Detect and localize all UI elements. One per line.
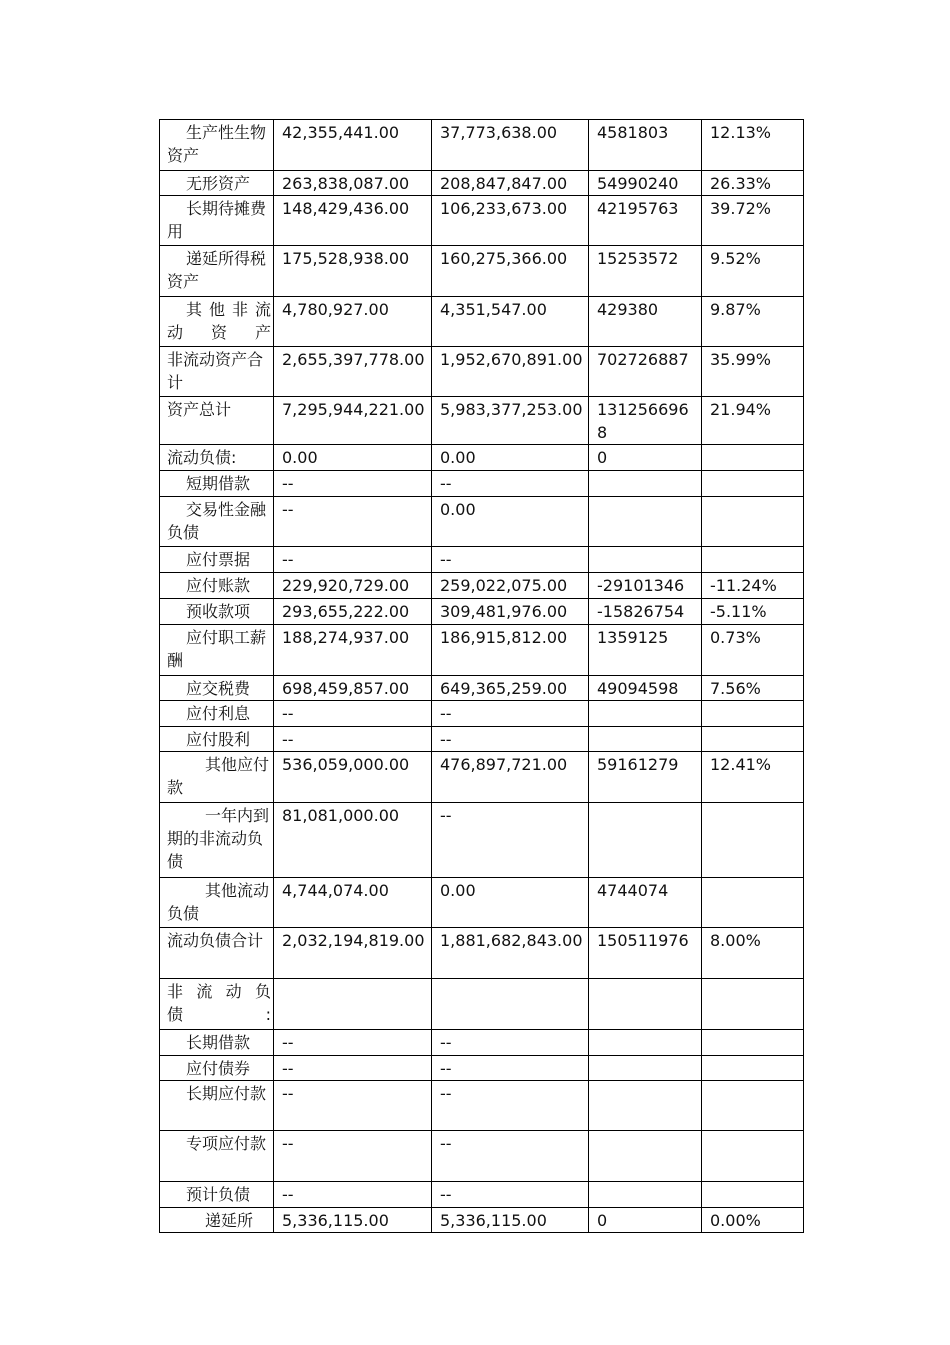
change-amount [589,727,702,752]
change-amount: 4744074 [589,878,702,928]
row-label: 应付票据 [160,547,274,573]
change-amount: 4581803 [589,120,702,171]
table-row [160,878,804,928]
change-amount [589,1182,702,1208]
current-value: 2,655,397,778.00 [274,347,432,397]
prior-value: 4,351,547.00 [432,297,589,347]
prior-value: 160,275,366.00 [432,246,589,297]
current-value: -- [274,1056,432,1081]
change-percent: 7.56% [702,676,804,701]
row-label: 其他应付款 [160,752,274,803]
prior-value [432,979,589,1030]
prior-value: -- [432,1131,589,1182]
table-row [160,347,804,397]
prior-value: 0.00 [432,878,589,928]
prior-value: -- [432,547,589,573]
row-label: 流动负债合计 [160,928,274,979]
change-amount: 1359125 [589,625,702,676]
current-value: 4,780,927.00 [274,297,432,347]
prior-value: 1,881,682,843.00 [432,928,589,979]
change-percent: -11.24% [702,573,804,599]
table-row [160,445,804,471]
prior-value: 186,915,812.00 [432,625,589,676]
row-label: 专项应付款 [160,1131,274,1182]
current-value: 81,081,000.00 [274,803,432,878]
table-row [160,625,804,676]
change-percent [702,1081,804,1131]
change-amount: 15253572 [589,246,702,297]
change-percent [702,445,804,471]
table-row [160,1208,804,1233]
prior-value: -- [432,471,589,497]
row-label: 非流动资产合计 [160,347,274,397]
row-label: 长期待摊费用 [160,196,274,246]
table-row [160,246,804,297]
prior-value: -- [432,1081,589,1131]
change-percent: 39.72% [702,196,804,246]
change-amount: 702726887 [589,347,702,397]
change-amount: 0 [589,445,702,471]
change-percent [702,471,804,497]
change-amount: 54990240 [589,171,702,196]
balance-sheet-body [160,120,804,1233]
change-percent [702,1182,804,1208]
change-percent [702,547,804,573]
change-percent [702,878,804,928]
row-label: 无形资产 [160,171,274,196]
change-amount [589,1081,702,1131]
current-value: 263,838,087.00 [274,171,432,196]
change-amount: 1312566968 [589,397,702,445]
current-value: 5,336,115.00 [274,1208,432,1233]
current-value [274,979,432,1030]
change-amount [589,1131,702,1182]
row-label: 长期应付款 [160,1081,274,1131]
current-value: 536,059,000.00 [274,752,432,803]
current-value: 698,459,857.00 [274,676,432,701]
table-row [160,196,804,246]
table-row [160,497,804,547]
change-percent: 9.87% [702,297,804,347]
change-percent: 8.00% [702,928,804,979]
row-label: 流动负债: [160,445,274,471]
table-row [160,297,804,347]
prior-value: -- [432,803,589,878]
current-value: 188,274,937.00 [274,625,432,676]
change-amount: 42195763 [589,196,702,246]
prior-value: 259,022,075.00 [432,573,589,599]
table-row [160,573,804,599]
table-row [160,171,804,196]
table-row [160,676,804,701]
current-value: -- [274,701,432,727]
change-amount: 59161279 [589,752,702,803]
change-amount [589,1030,702,1056]
table-row [160,397,804,445]
table-row [160,979,804,1030]
current-value: -- [274,1081,432,1131]
row-label: 应付利息 [160,701,274,727]
table-row [160,1056,804,1081]
prior-value: -- [432,701,589,727]
change-percent: 12.41% [702,752,804,803]
row-label: 其他流动负债 [160,878,274,928]
change-percent [702,979,804,1030]
table-row [160,928,804,979]
current-value: 7,295,944,221.00 [274,397,432,445]
change-amount [589,979,702,1030]
change-percent: -5.11% [702,599,804,625]
prior-value: -- [432,727,589,752]
change-percent [702,497,804,547]
change-percent: 0.00% [702,1208,804,1233]
current-value: -- [274,497,432,547]
current-value: -- [274,1030,432,1056]
change-amount: 429380 [589,297,702,347]
table-row [160,727,804,752]
table-row [160,1030,804,1056]
change-amount [589,701,702,727]
row-label: 资产总计 [160,397,274,445]
change-percent [702,1131,804,1182]
change-amount [589,1056,702,1081]
table-row [160,701,804,727]
current-value: 148,429,436.00 [274,196,432,246]
change-amount [589,497,702,547]
balance-sheet-table [159,119,804,1233]
prior-value: 106,233,673.00 [432,196,589,246]
change-percent [702,1056,804,1081]
current-value: 2,032,194,819.00 [274,928,432,979]
row-label: 应交税费 [160,676,274,701]
change-amount: 0 [589,1208,702,1233]
change-percent [702,803,804,878]
prior-value: 309,481,976.00 [432,599,589,625]
current-value: 0.00 [274,445,432,471]
table-row [160,1131,804,1182]
prior-value: 0.00 [432,497,589,547]
current-value: 229,920,729.00 [274,573,432,599]
table-row [160,1182,804,1208]
change-amount: 49094598 [589,676,702,701]
table-row [160,471,804,497]
change-percent [702,701,804,727]
prior-value: 5,336,115.00 [432,1208,589,1233]
change-amount: 150511976 [589,928,702,979]
prior-value: -- [432,1056,589,1081]
change-percent: 26.33% [702,171,804,196]
current-value: 175,528,938.00 [274,246,432,297]
row-label: 应付职工薪酬 [160,625,274,676]
table-row [160,599,804,625]
prior-value: 476,897,721.00 [432,752,589,803]
row-label: 其 他 非 流动资产 [160,297,274,347]
change-amount: -15826754 [589,599,702,625]
row-label: 短期借款 [160,471,274,497]
table-row [160,752,804,803]
row-label: 应付股利 [160,727,274,752]
row-label: 交易性金融负债 [160,497,274,547]
change-amount [589,803,702,878]
row-label: 预收款项 [160,599,274,625]
change-percent: 12.13% [702,120,804,171]
prior-value: 1,952,670,891.00 [432,347,589,397]
prior-value: 649,365,259.00 [432,676,589,701]
prior-value: -- [432,1182,589,1208]
change-percent [702,1030,804,1056]
row-label: 长期借款 [160,1030,274,1056]
row-label: 应付账款 [160,573,274,599]
prior-value: 0.00 [432,445,589,471]
row-label: 非 流 动 负 债: [160,979,274,1030]
table-row [160,803,804,878]
change-percent: 21.94% [702,397,804,445]
row-label: 应付债券 [160,1056,274,1081]
current-value: -- [274,1182,432,1208]
current-value: 42,355,441.00 [274,120,432,171]
current-value: 4,744,074.00 [274,878,432,928]
change-amount [589,471,702,497]
row-label: 递延所得税资产 [160,246,274,297]
table-row [160,1081,804,1131]
row-label: 预计负债 [160,1182,274,1208]
current-value: -- [274,1131,432,1182]
change-amount: -29101346 [589,573,702,599]
change-percent: 35.99% [702,347,804,397]
row-label: 生产性生物资产 [160,120,274,171]
change-percent: 0.73% [702,625,804,676]
current-value: -- [274,471,432,497]
current-value: -- [274,547,432,573]
table-row [160,547,804,573]
prior-value: 5,983,377,253.00 [432,397,589,445]
change-percent [702,727,804,752]
change-amount [589,547,702,573]
current-value: 293,655,222.00 [274,599,432,625]
change-percent: 9.52% [702,246,804,297]
table-row [160,120,804,171]
current-value: -- [274,727,432,752]
row-label: 一年内到期的非流动负债 [160,803,274,878]
prior-value: 37,773,638.00 [432,120,589,171]
prior-value: 208,847,847.00 [432,171,589,196]
row-label: 递延所 [160,1208,274,1233]
prior-value: -- [432,1030,589,1056]
